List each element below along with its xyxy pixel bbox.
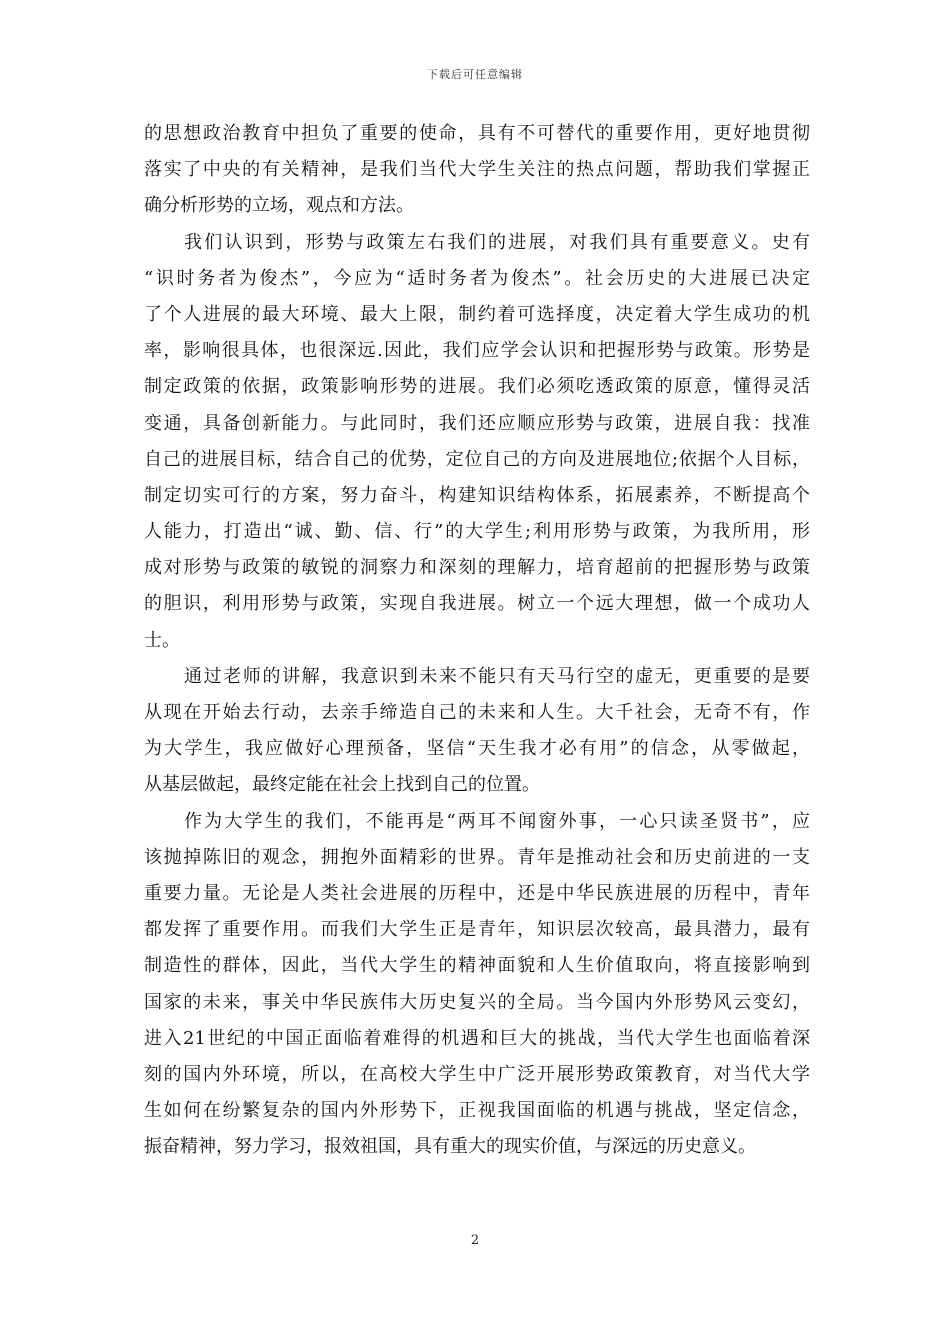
text-line: 制造性的群体，因此，当代大学生的精神面貌和人生价值取向，将直接影响到 (144, 955, 810, 977)
text-line: 作为大学生的我们，不能再是“两耳不闻窗外事，一心只读圣贤书”，应 (184, 810, 810, 832)
text-line: 从基层做起，最终定能在社会上找到自己的位置。 (144, 774, 540, 796)
paragraph-continued (144, 116, 810, 225)
text-line: 的思想政治教育中担负了重要的使命，具有不可替代的重要作用，更好地贯彻 (144, 123, 810, 144)
text-line: 制定切实可行的方案，努力奋斗，构建知识结构体系，拓展素养，不断提高个 (144, 484, 810, 506)
text-line: 人能力，打造出“诚、勤、信、行”的大学生;利用形势与政策，为我所用，形 (144, 521, 810, 543)
paragraph-situation-and-policy (144, 225, 810, 659)
text-line: 的胆识，利用形势与政策，实现自我进展。树立一个远大理想，做一个成功人 (144, 593, 810, 615)
text-line: 为大学生，我应做好心理预备，坚信“天生我才必有用”的信念，从零做起， (144, 738, 810, 760)
text-line: 落实了中央的有关精神，是我们当代大学生关注的热点问题，帮助我们掌握正 (144, 159, 810, 181)
body-text (144, 116, 810, 1165)
page-header: 下载后可任意编辑 (427, 68, 523, 81)
text-line: 确分析形势的立场，观点和方法。 (144, 195, 414, 217)
text-line: 振奋精神，努力学习，报效祖国，具有重大的现实价值，与深远的历史意义。 (144, 1136, 756, 1158)
text-line: 刻的国内外环境，所以，在高校大学生中广泛开展形势政策教育，对当代大学 (144, 1063, 810, 1085)
text-line: 自己的进展目标，结合自己的优势，定位自己的方向及进展地位;依据个人目标， (144, 448, 810, 470)
text-line: 成对形势与政策的敏锐的洞察力和深刻的理解力，培育超前的把握形势与政策 (144, 557, 810, 579)
text-line: “识时务者为俊杰”，今应为“适时务者为俊杰”。社会历史的大进展已决定 (144, 267, 810, 289)
paragraph-teacher-lecture (144, 659, 810, 804)
page-number: 2 (470, 1233, 480, 1248)
text-line: 生如何在纷繁复杂的国内外形势下，正视我国面临的机遇与挑战，坚定信念， (144, 1100, 810, 1122)
text-line: 该抛掉陈旧的观念，拥抱外面精彩的世界。青年是推动社会和历史前进的一支 (144, 846, 810, 868)
text-line: 国家的未来，事关中华民族伟大历史复兴的全局。当今国内外形势风云变幻， (144, 991, 810, 1013)
text-line: 我们认识到，形势与政策左右我们的进展，对我们具有重要意义。史有 (184, 231, 810, 253)
text-line: 重要力量。无论是人类社会进展的历程中，还是中华民族进展的历程中，青年 (144, 882, 810, 904)
text-line: 变通，具备创新能力。与此同时，我们还应顺应形势与政策，进展自我：找准 (144, 412, 810, 434)
text-line: 都发挥了重要作用。而我们大学生正是青年，知识层次较高，最具潜力，最有 (144, 919, 810, 941)
text-line: 率，影响很具体，也很深远.因此，我们应学会认识和把握形势与政策。形势是 (144, 340, 810, 362)
text-line: 了个人进展的最大环境、最大上限，制约着可选择度，决定着大学生成功的机 (144, 303, 810, 325)
text-line: 通过老师的讲解，我意识到未来不能只有天马行空的虚无，更重要的是要 (184, 665, 810, 687)
text-line: 制定政策的依据，政策影响形势的进展。我们必须吃透政策的原意，懂得灵活 (144, 376, 810, 398)
text-line: 进入21世纪的中国正面临着难得的机遇和巨大的挑战，当代大学生也面临着深 (144, 1027, 810, 1049)
text-line: 从现在开始去行动，去亲手缔造自己的未来和人生。大千社会，无奇不有，作 (144, 702, 810, 723)
paragraph-university-students (144, 804, 810, 1166)
text-line: 士。 (144, 629, 180, 651)
